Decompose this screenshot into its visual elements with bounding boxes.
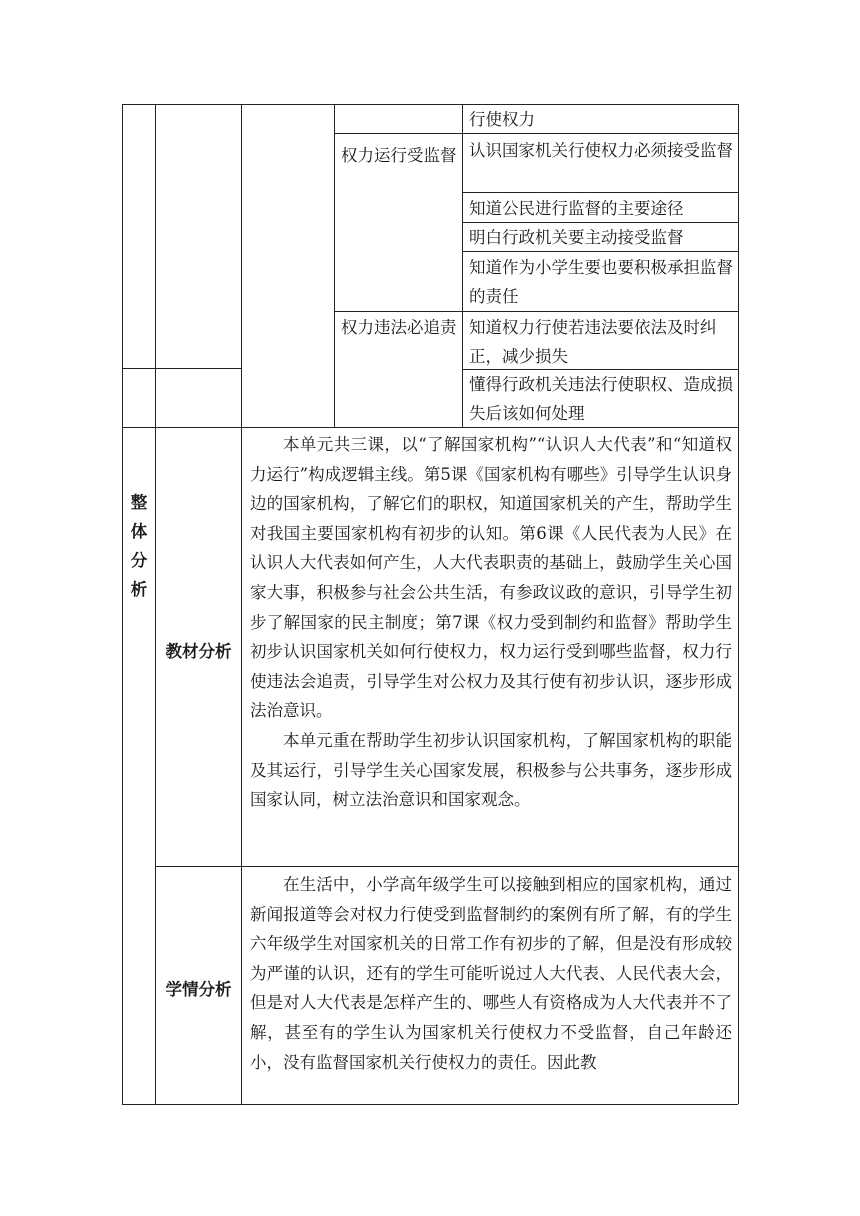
goal-cell: 知道作为小学生要也要积极承担监督的责任 xyxy=(469,258,733,306)
goal-cell: 知道公民进行监督的主要途径 xyxy=(469,199,684,218)
column-divider xyxy=(155,104,156,1104)
table-border-right xyxy=(738,104,739,1104)
goal-cell: 认识国家机关行使权力必须接受监督 xyxy=(469,141,733,160)
goal-cell: 行使权力 xyxy=(469,110,535,129)
paragraph: 在生活中，小学高年级学生可以接触到相应的国家机构，通过新闻报道等会对权力行使受到监督制约的案例有所了解，有的学生六年级学生对国家机关的日常工作有初步的了解，但是没有形成较为严谨的认识，还有的学生可能听说过人大代表、人民代表大会，但是对人大代表是怎样产生的、哪些人有资格成为人大代表并不了解，甚至有的学生认为国家机关行使权力不受监督，自己年龄还小，没有监督国家机关行使权力的责任。因此教 xyxy=(250,875,732,1072)
section-label-overall-analysis: 整体分析 xyxy=(130,493,148,599)
column-divider xyxy=(462,104,463,427)
table-border-bottom xyxy=(122,1104,738,1105)
row-divider xyxy=(155,866,738,867)
topic-cell-supervision: 权力运行受监督 xyxy=(341,146,457,165)
row-label-learner-analysis: 学情分析 xyxy=(165,980,232,999)
topic-cell-accountability: 权力违法必追责 xyxy=(341,318,457,337)
table-border-left xyxy=(122,104,123,1104)
row-divider xyxy=(122,368,241,369)
goal-cell: 懂得行政机关违法行使职权、造成损失后该如何处理 xyxy=(469,375,733,423)
column-divider xyxy=(241,104,242,1104)
row-divider xyxy=(462,192,738,193)
row-divider xyxy=(334,311,738,312)
paragraph: 本单元重在帮助学生初步认识国家机构，了解国家机构的职能及其运行，引导学生关心国家发展，积极参与公共事务，逐步形成国家认同，树立法治意识和国家观念。 xyxy=(250,730,732,810)
column-divider xyxy=(334,104,335,427)
learner-analysis-text xyxy=(250,870,732,1077)
goal-cell: 知道权力行使若违法要依法及时纠正，减少损失 xyxy=(469,318,717,366)
paragraph: 本单元共三课，以“了解国家机构”“认识人大代表”和“知道权力运行”构成逻辑主线。第5课《国家机构有哪些》引导学生认识身边的国家机构，了解它们的职权，知道国家机关的产生，帮助学生对我国主要国家机构有初步的认知。第6课《人民代表为人民》在认识人大代表如何产生，人大代表职责的基础上，鼓励学生关心国家大事，积极参与社会公共生活，有参政议政的意识，引导学生初步了解国家的民主制度；第7课《权力受到制约和监督》帮助学生初步认识国家机关如何行使权力，权力运行受到哪些监督，权力行使违法会追责，引导学生对公权力及其行使有初步认识，逐步形成法治意识。 xyxy=(250,435,732,721)
goal-cell: 明白行政机关要主动接受监督 xyxy=(469,228,684,247)
row-label-textbook-analysis: 教材分析 xyxy=(165,642,232,661)
textbook-analysis-text xyxy=(250,430,732,815)
